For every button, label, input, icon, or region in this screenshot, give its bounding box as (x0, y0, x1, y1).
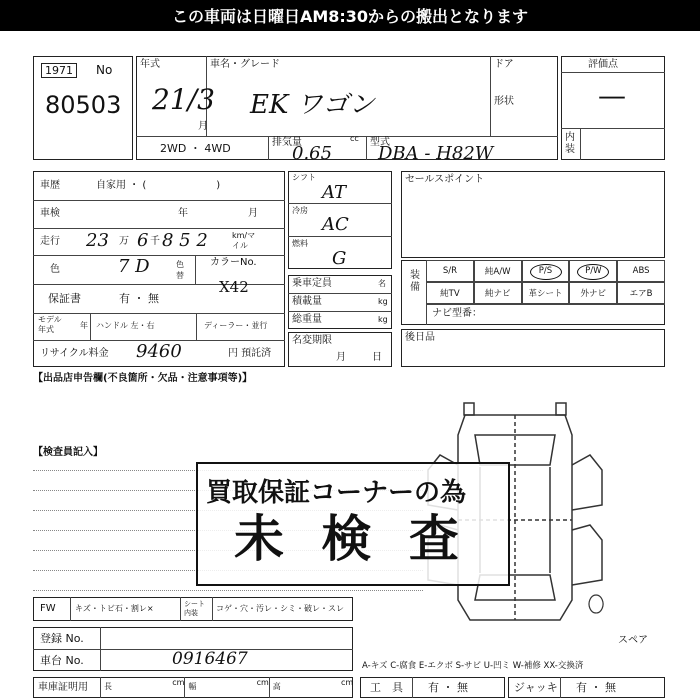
recycle-value: 9460 (136, 341, 182, 362)
chassis-value: 0916467 (172, 649, 248, 669)
shift-value: AT (322, 182, 347, 203)
door-label: ドア (494, 59, 514, 70)
model-value: EK ワゴン (250, 90, 375, 120)
capacity-label: 乗車定員 (292, 278, 332, 289)
ac-label: 冷房 (292, 206, 308, 215)
load-label: 積載量 (292, 296, 322, 307)
ac-value: AC (322, 214, 349, 235)
later-date-box (401, 329, 665, 367)
mileage-unit: km/マイル (232, 231, 256, 250)
unchecked-stamp (196, 462, 510, 586)
stamp-line1: 買取保証コーナーの為 (206, 478, 467, 508)
capacity-unit: 名 (378, 279, 386, 288)
fuel-value: G (332, 248, 347, 269)
equipment-cell: 外ナビ (569, 282, 617, 304)
equipment-cell: S/R (426, 260, 474, 282)
displacement-unit: cc (350, 134, 359, 143)
equipment-cell: 純A/W (474, 260, 522, 282)
fuel-label: 燃料 (292, 239, 308, 248)
model-code-value: DBA - H82W (378, 143, 494, 164)
color-label: 色 (50, 264, 60, 275)
damage-legend: A-キズ C-腐食 E-エクボ S-サビ U-凹ミ W-補修 XX-交換済 (362, 661, 584, 671)
equipment-cell: 純TV (426, 282, 474, 304)
equipment-cell: 純ナビ (474, 282, 522, 304)
seat-text: コゲ・穴・汚レ・シミ・破レ・スレ (216, 604, 344, 613)
rating-label: 評価点 (588, 59, 618, 70)
model-code-label: 型式 (370, 137, 390, 148)
banner-text: この車両は日曜日AM8:30からの搬出となります (171, 7, 529, 26)
model-year-unit: 年 (80, 321, 88, 330)
fw-text: キズ・トビ石・割レ× (75, 604, 154, 613)
spare-tire-icon (589, 595, 603, 613)
displacement-value: 0.65 (292, 143, 333, 164)
cert-cell: 長 (104, 682, 112, 691)
mileage-sen: 千 (150, 236, 160, 247)
fw-label: FW (40, 603, 56, 614)
name-change-month: 月 (336, 352, 346, 363)
mileage-label: 走行 (40, 236, 60, 247)
later-date-label: 後日品 (405, 332, 435, 343)
equipment-cell: エアB (617, 282, 665, 304)
history-value: 自家用 ・ ( ) (96, 180, 221, 191)
history-label: 車歴 (40, 180, 60, 191)
top-banner (0, 0, 700, 31)
shape-label: 形状 (494, 96, 514, 107)
lot-tag: 1971 (41, 63, 77, 78)
displacement-label: 排気量 (272, 137, 302, 148)
inspection-year: 年 (178, 208, 188, 219)
chassis-label: 車台 No. (40, 654, 84, 667)
spare-label: スペア (618, 635, 648, 646)
shift-label: シフト (292, 173, 316, 182)
inspector-label: 【検査員記入】 (33, 447, 103, 458)
equipment-cell: ABS (617, 260, 665, 282)
color-value: 7 D (118, 256, 150, 277)
equipment-label: 装備 (410, 270, 420, 293)
interior-label: 内装 (565, 132, 575, 155)
lot-number: 80503 (45, 91, 122, 119)
mileage-value2: 6 (137, 230, 149, 251)
equipment-cell: P/S (522, 260, 570, 282)
registration-label: 登録 No. (40, 632, 84, 645)
equipment-circle-mark (530, 264, 562, 280)
cert-cell: 高 (272, 682, 281, 691)
load-unit: kg (378, 297, 388, 306)
model-label: 車名・グレード (210, 59, 280, 70)
drive-type: 2WD ・ 4WD (160, 142, 231, 155)
gross-unit: kg (378, 315, 388, 324)
stamp-line2: 未 検 査 (234, 510, 469, 568)
mileage-value3: 8 5 2 (162, 230, 208, 251)
equipment-cell: 革シート (522, 282, 570, 304)
inspection-month: 月 (248, 208, 258, 219)
name-change-day: 日 (372, 352, 382, 363)
color-no: X42 (219, 278, 249, 296)
cert-cell: cm (341, 678, 354, 687)
mileage-value: 23 (86, 230, 109, 251)
color-no-label: カラーNo. (210, 257, 257, 268)
name-change-label: 名変期限 (292, 335, 332, 346)
recycle-label: リサイクル料金 (40, 348, 109, 359)
lot-no-label: No (96, 63, 113, 77)
tools-label: 工 具 (370, 681, 403, 694)
navi-label: ナビ型番： (432, 308, 482, 319)
cert-cell: 幅 (188, 682, 197, 691)
jack-value: 有 ・ 無 (576, 681, 616, 694)
inspection-label: 車検 (40, 208, 60, 219)
sales-point-label: セールスポイント (405, 174, 485, 185)
model-year-label: モデル年式 (38, 315, 62, 334)
jack-label: ジャッキ (514, 681, 558, 694)
year-label: 年式 (140, 59, 160, 70)
warranty-label: 保証書 (48, 292, 81, 305)
equipment-cell: P/W (569, 260, 617, 282)
recycle-unit: 円 預託済 (228, 348, 272, 359)
tools-value: 有 ・ 無 (428, 681, 468, 694)
warranty-value: 有 ・ 無 (119, 292, 159, 305)
cert-cell: cm (256, 678, 269, 687)
dealer: ディーラー・並行 (204, 321, 268, 330)
cert-label: 車庫証明用 (38, 682, 88, 693)
gross-label: 総重量 (292, 314, 322, 325)
year-month-mark: 月 (198, 121, 208, 132)
rating-value: — (598, 79, 626, 112)
mileage-man: 万 (119, 236, 129, 247)
year-value: 21/3 (152, 83, 215, 116)
seller-note-label: 【出品店申告欄(不良箇所・欠品・注意事項等)】 (33, 373, 253, 384)
cert-cell: cm (172, 678, 185, 687)
seat-label: シート内装 (184, 600, 205, 617)
color-change-label: 色替 (176, 260, 184, 280)
handle: ハンドル 左・右 (96, 321, 155, 330)
